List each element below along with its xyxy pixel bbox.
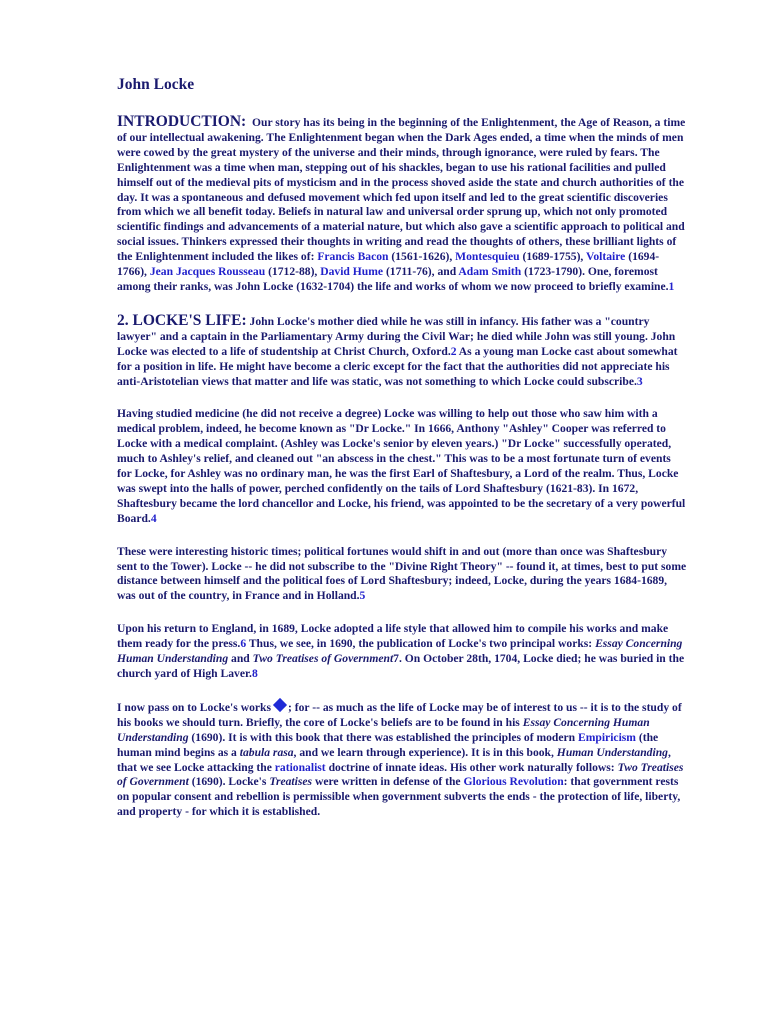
link-empiricism[interactable]: Empiricism [578, 730, 636, 744]
introduction-heading: INTRODUCTION: [117, 113, 247, 130]
works-text: , and we learn through experience). It is in this book, [293, 745, 557, 759]
essay-title: Essay Concerning Human Understanding [117, 637, 683, 666]
intro-text: (1712-88), [265, 265, 321, 279]
medicine-paragraph [117, 407, 687, 526]
intro-text: (1689-1755), [519, 250, 587, 264]
works-text: ; for -- as much as the life of Locke may be of interest to us -- it is to the study of his books we should turn. Briefly, the core of Locke's beliefs are to be found in his [117, 700, 682, 729]
intro-text: Our story has its being in the beginning of the Enlightenment, the Age of Reason, a time of our intellectual awakening. The Enlightenment began when the Dark Ages ended, a time when the minds of men were cowed by the great mystery of the universe and their minds, through ignorance, were ruled by fears. The Enlightenment was a time when man, stepping out of his shackles, began to use his rational facilities and pulled himself out of the medieval pits of mysticism and in the process shoved aside the state and church authorities of the day. It was a spontaneous and defused movement which fed upon itself and led to the great scientific discoveries from which we all benefit today. Beliefs in natural law and universal order sprung up, which not only promoted scientific findings and advancements of a material nature, but which also gave a scientific approach to political and social issues. Thinkers expressed their thoughts in writing and read the thoughts of others, these brilliant lights of the Enlightenment included the likes of: [117, 116, 686, 264]
link-adam-smith[interactable]: Adam Smith [458, 265, 522, 279]
works-text: (the human mind begins as a [117, 730, 659, 759]
works-text: I now pass on to Locke's works [117, 700, 271, 714]
works-text: were written in defense of the [312, 775, 464, 789]
return-text: 7. On October 28th, 1704, Locke died; he was buried in the church yard of High Laver. [117, 652, 685, 680]
tabula-rasa-term: tabula rasa [239, 745, 294, 759]
footnote-link-4[interactable]: 4 [150, 511, 157, 525]
works-text: doctrine of innate ideas. His other work naturally follows: [325, 760, 618, 774]
intro-text: (1711-76), and [383, 265, 459, 279]
page-title: John Locke [117, 76, 195, 93]
introduction-paragraph [117, 115, 687, 295]
return-text: Thus, we see, in 1690, the publication of Locke's two principal works: [246, 637, 596, 651]
document-page [117, 76, 687, 820]
treatises-title: Two Treatises of Government [117, 760, 684, 789]
link-david-hume[interactable]: David Hume [320, 265, 384, 279]
works-text: , that we see Locke attacking the [117, 745, 671, 774]
life-text: John Locke's mother died while he was still in infancy. His father was a "country lawyer" and a captain in the Parliamentary Army during the Civil War; he died while John was still young. John Locke was elected to a life of studentship at Christ Church, Oxford. [117, 314, 676, 358]
return-text: Upon his return to England, in 1689, Locke adopted a life style that allowed him to compile his works and make them ready for the press. [117, 622, 669, 651]
intro-text: (1694-1766), [117, 250, 660, 279]
treatises-short-title: Treatises [269, 775, 313, 789]
human-understanding-title: Human Understanding [556, 745, 668, 759]
lockes-life-heading: 2. LOCKE'S LIFE: [117, 311, 247, 329]
footnote-link-2[interactable]: 2 [450, 344, 457, 358]
link-voltaire[interactable]: Voltaire [586, 250, 626, 264]
link-glorious-revolution[interactable]: Glorious Revolution [463, 775, 564, 789]
link-jean-jacques-rousseau[interactable]: Jean Jacques Rousseau [149, 265, 266, 279]
link-montesquieu[interactable]: Montesquieu [455, 250, 520, 264]
medicine-text: Having studied medicine (he did not receive a degree) Locke was willing to help out those who saw him with a medical problem, indeed, he become known as "Dr Locke." In 1666, Anthony "Ashley" Cooper was referred to Locke with a medical complaint. (Ashley was Locke's senior by eleven years.) "Dr Locke" successfully operated, much to Ashley's relief, and cleaned out "an abscess in the chest." This was to be a most fortunate turn of events for Locke, for Ashley was no ordinary man, he was the first Earl of Shaftesbury, a Lord of the realm. Thus, Locke was swept into the halls of power, perched confidently on the tails of Lord Shaftesbury (1621-83). In 1672, Shaftesbury became the lord chancellor and Locke, his friend, was appointed to be the secretary of a very powerful Board. [117, 407, 686, 525]
works-text: (1690). It is with this book that there was established the principles of modern [188, 730, 578, 744]
footnote-link-1[interactable]: 1 [668, 279, 675, 293]
diamond-icon[interactable] [273, 698, 287, 712]
lockes-life-paragraph [117, 311, 687, 390]
times-text: These were interesting historic times; political fortunes would shift in and out (more than once was Shaftesbury sent to the Tower). Locke -- he did not subscribe to the "Divine Right Theory" -- found it, at times, best to put some distance between himself and the political foes of Lord Shaftesbury; indeed, Locke, during the years 1684-1689, was out of the country, in France and in Holland. [117, 544, 687, 603]
footnote-link-6[interactable]: 6 [240, 637, 247, 651]
footnote-link-8[interactable]: 8 [251, 667, 258, 680]
return-paragraph [117, 622, 687, 682]
link-francis-bacon[interactable]: Francis Bacon [317, 250, 389, 264]
footnote-link-5[interactable]: 5 [359, 589, 366, 603]
link-rationalist[interactable]: rationalist [274, 760, 326, 774]
historic-times-paragraph [117, 545, 687, 605]
treatises-title: Two Treatises of Government [252, 652, 394, 666]
life-text: As a young man Locke cast about somewhat for a position in life. He might have become a cleric except for the fact that the authorities did not appreciate his anti-Aristotelian views that matter and life was static, was not something to which Locke could subscribe. [117, 344, 678, 388]
footnote-link-3[interactable]: 3 [636, 374, 643, 388]
works-text: : that government rests on popular consent and rebellion is permissible when government subverts the ends - the protection of life, liberty, and property - for which it is established. [117, 775, 681, 819]
intro-text: (1723-1790). One, foremost among their ranks, was John Locke (1632-1704) the life and works of whom we now proceed to briefly examine. [117, 265, 669, 293]
intro-text: (1561-1626), [388, 250, 456, 264]
works-text: (1690). Locke's [188, 775, 270, 789]
return-text: and [228, 652, 253, 666]
works-paragraph [117, 700, 687, 820]
essay-title: Essay Concerning Human Understanding [117, 715, 650, 744]
